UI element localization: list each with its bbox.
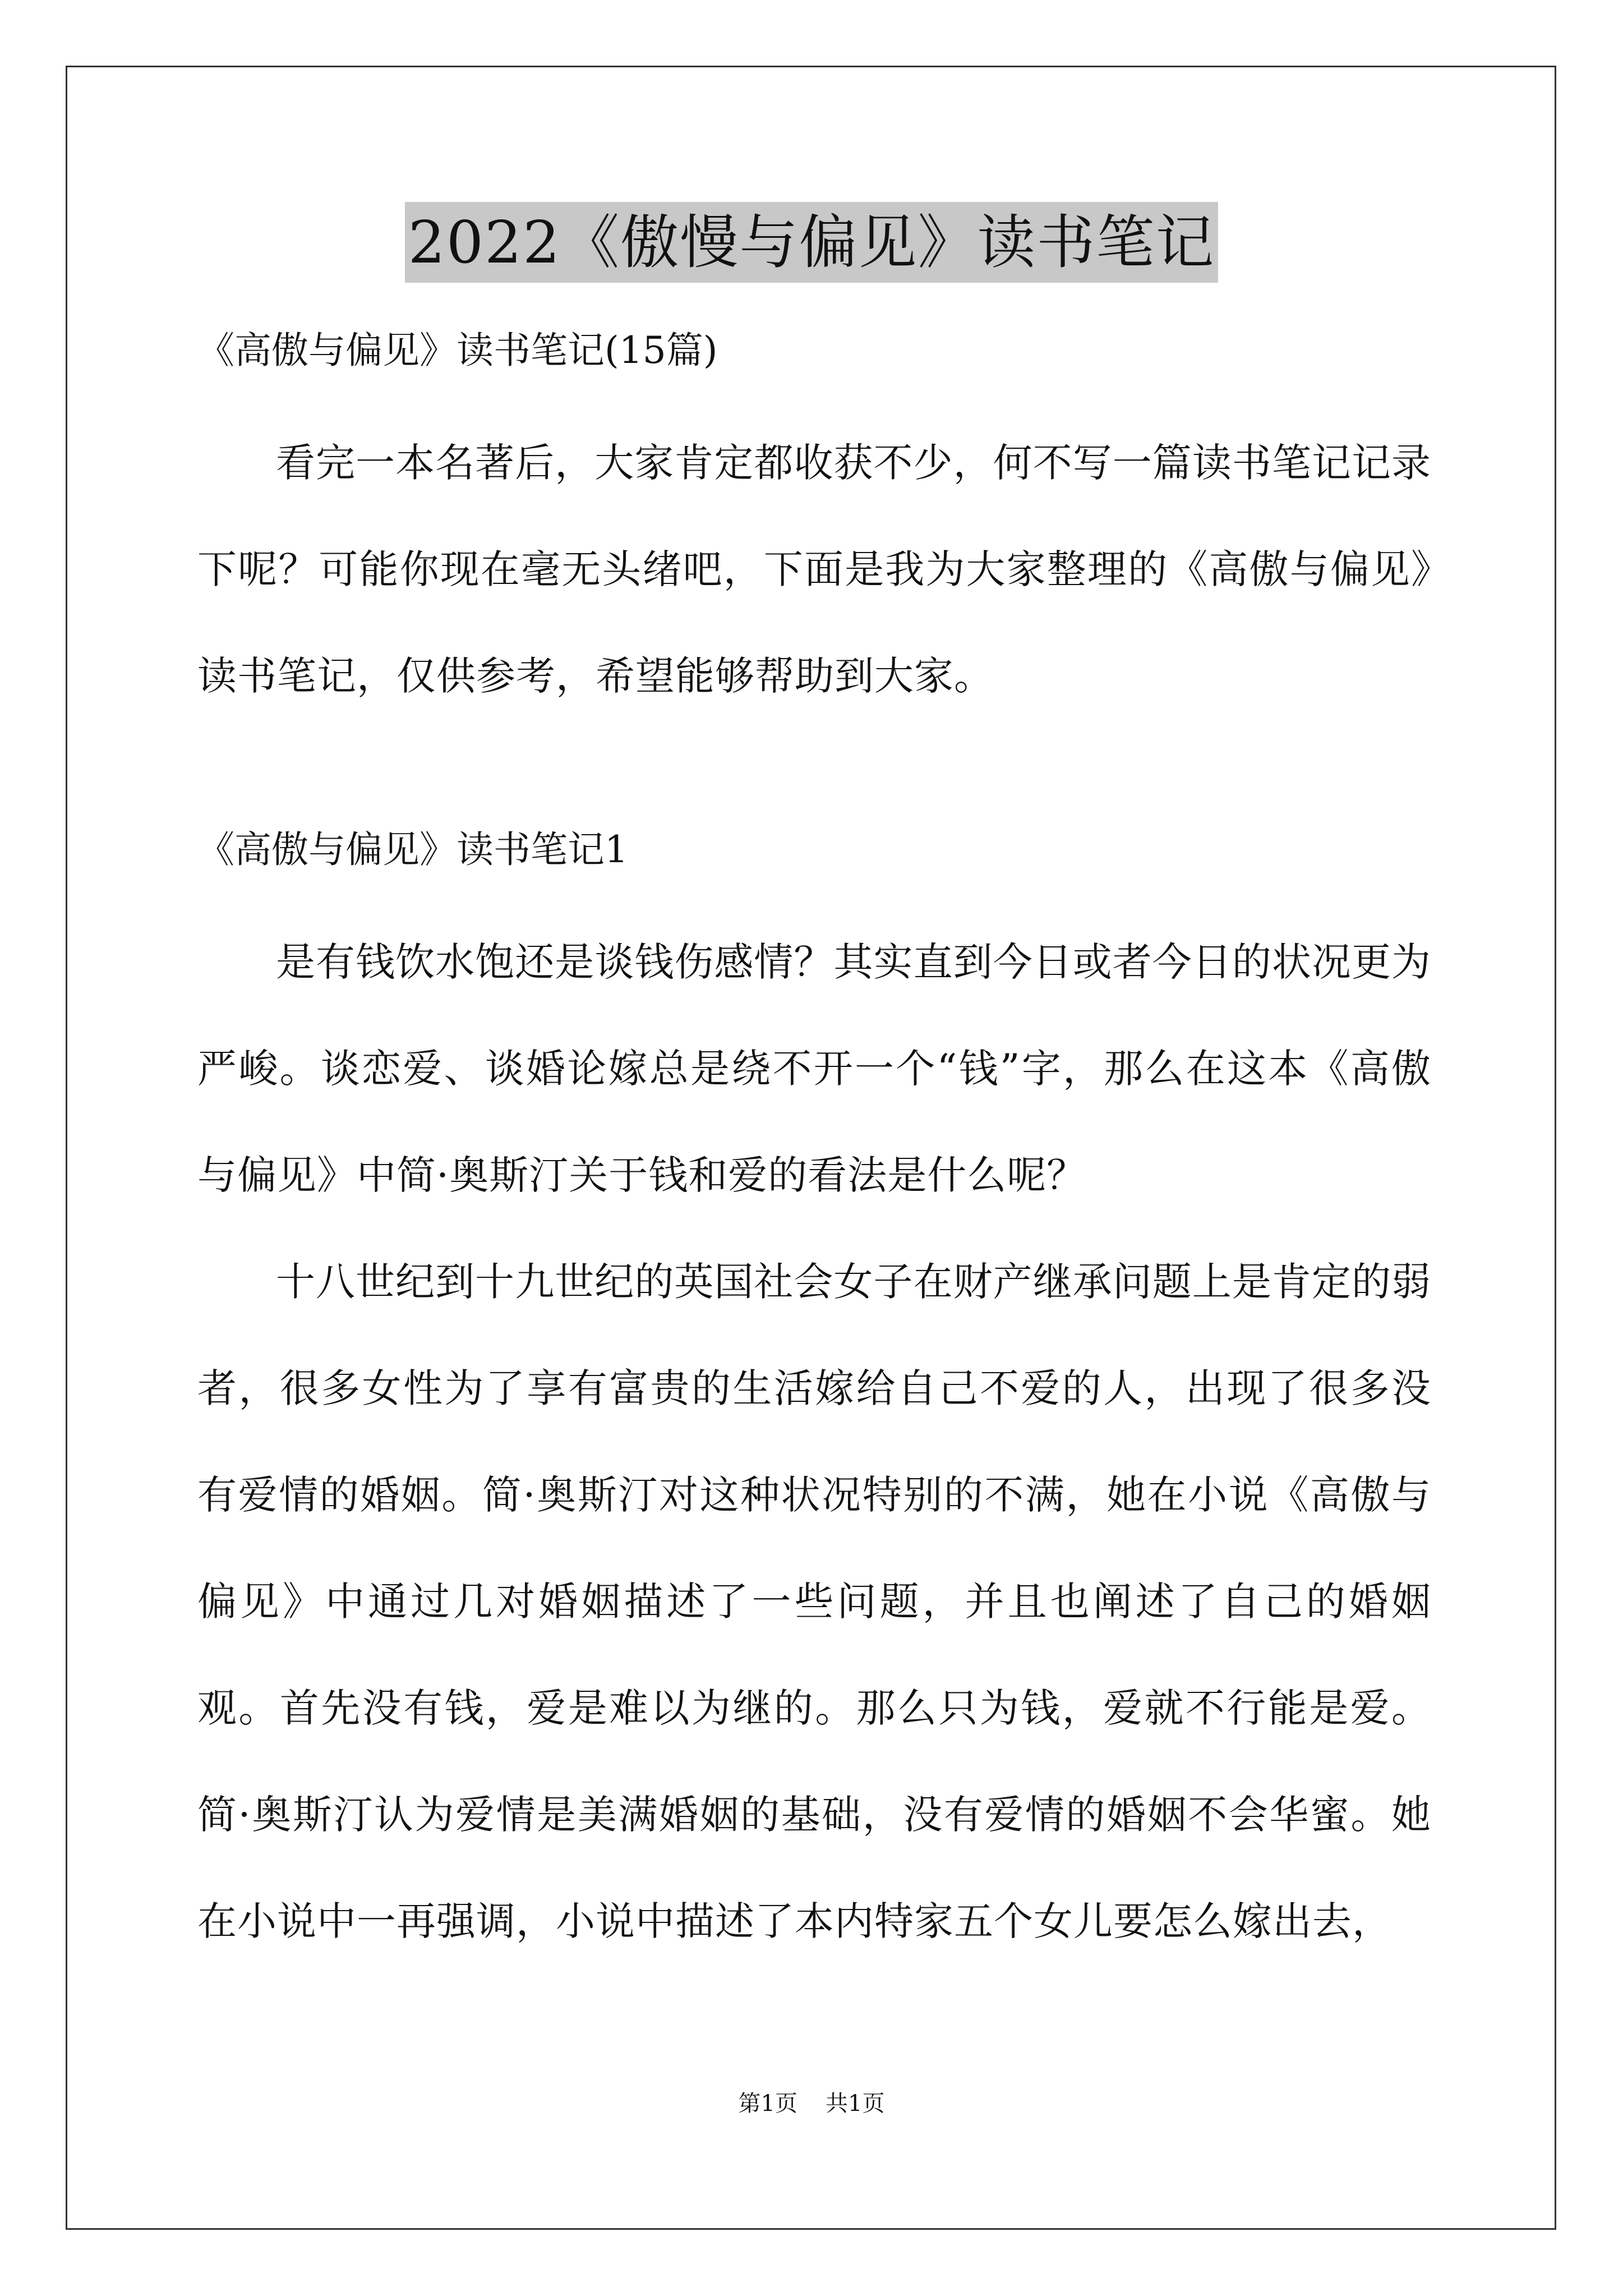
page-footer: [0, 2087, 1623, 2120]
body-paragraph: 是有钱饮水饱还是谈钱伤感情？其实直到今日或者今日的状况更为严峻。谈恋爱、谈婚论嫁总是绕不开一个“钱”字，那么在这本《高傲与偏见》中简·奥斯汀关于钱和爱的看法是什么呢？: [197, 939, 1431, 1198]
section-heading: 《高傲与偏见》读书笔记1: [197, 828, 628, 871]
document-body: [197, 314, 1431, 1975]
document-subtitle: 《高傲与偏见》读书笔记(15篇): [197, 329, 718, 372]
document-title: 2022《傲慢与偏见》读书笔记: [405, 202, 1219, 283]
body-paragraph: 十八世纪到十九世纪的英国社会女子在财产继承问题上是肯定的弱者，很多女性为了享有富贵的生活嫁给自己不爱的人，出现了很多没有爱情的婚姻。简·奥斯汀对这种状况特别的不满，她在小说《高傲与偏见》中通过几对婚姻描述了一些问题，并且也阐述了自己的婚姻观。首先没有钱，爱是难以为继的。那么只为钱，爱就不行能是爱。简·奥斯汀认为爱情是美满婚姻的基础，没有爱情的婚姻不会华蜜。她在小说中一再强调，小说中描述了本内特家五个女儿要怎么嫁出去，: [197, 1259, 1431, 1944]
page-number: 第1页: [738, 2091, 797, 2116]
page-total: 共1页: [826, 2091, 885, 2116]
intro-paragraph: 看完一本名著后，大家肯定都收获不少，何不写一篇读书笔记记录下呢？可能你现在毫无头绪吧，下面是我为大家整理的《高傲与偏见》读书笔记，仅供参考，希望能够帮助到大家。: [197, 440, 1431, 699]
title-container: [0, 202, 1623, 283]
